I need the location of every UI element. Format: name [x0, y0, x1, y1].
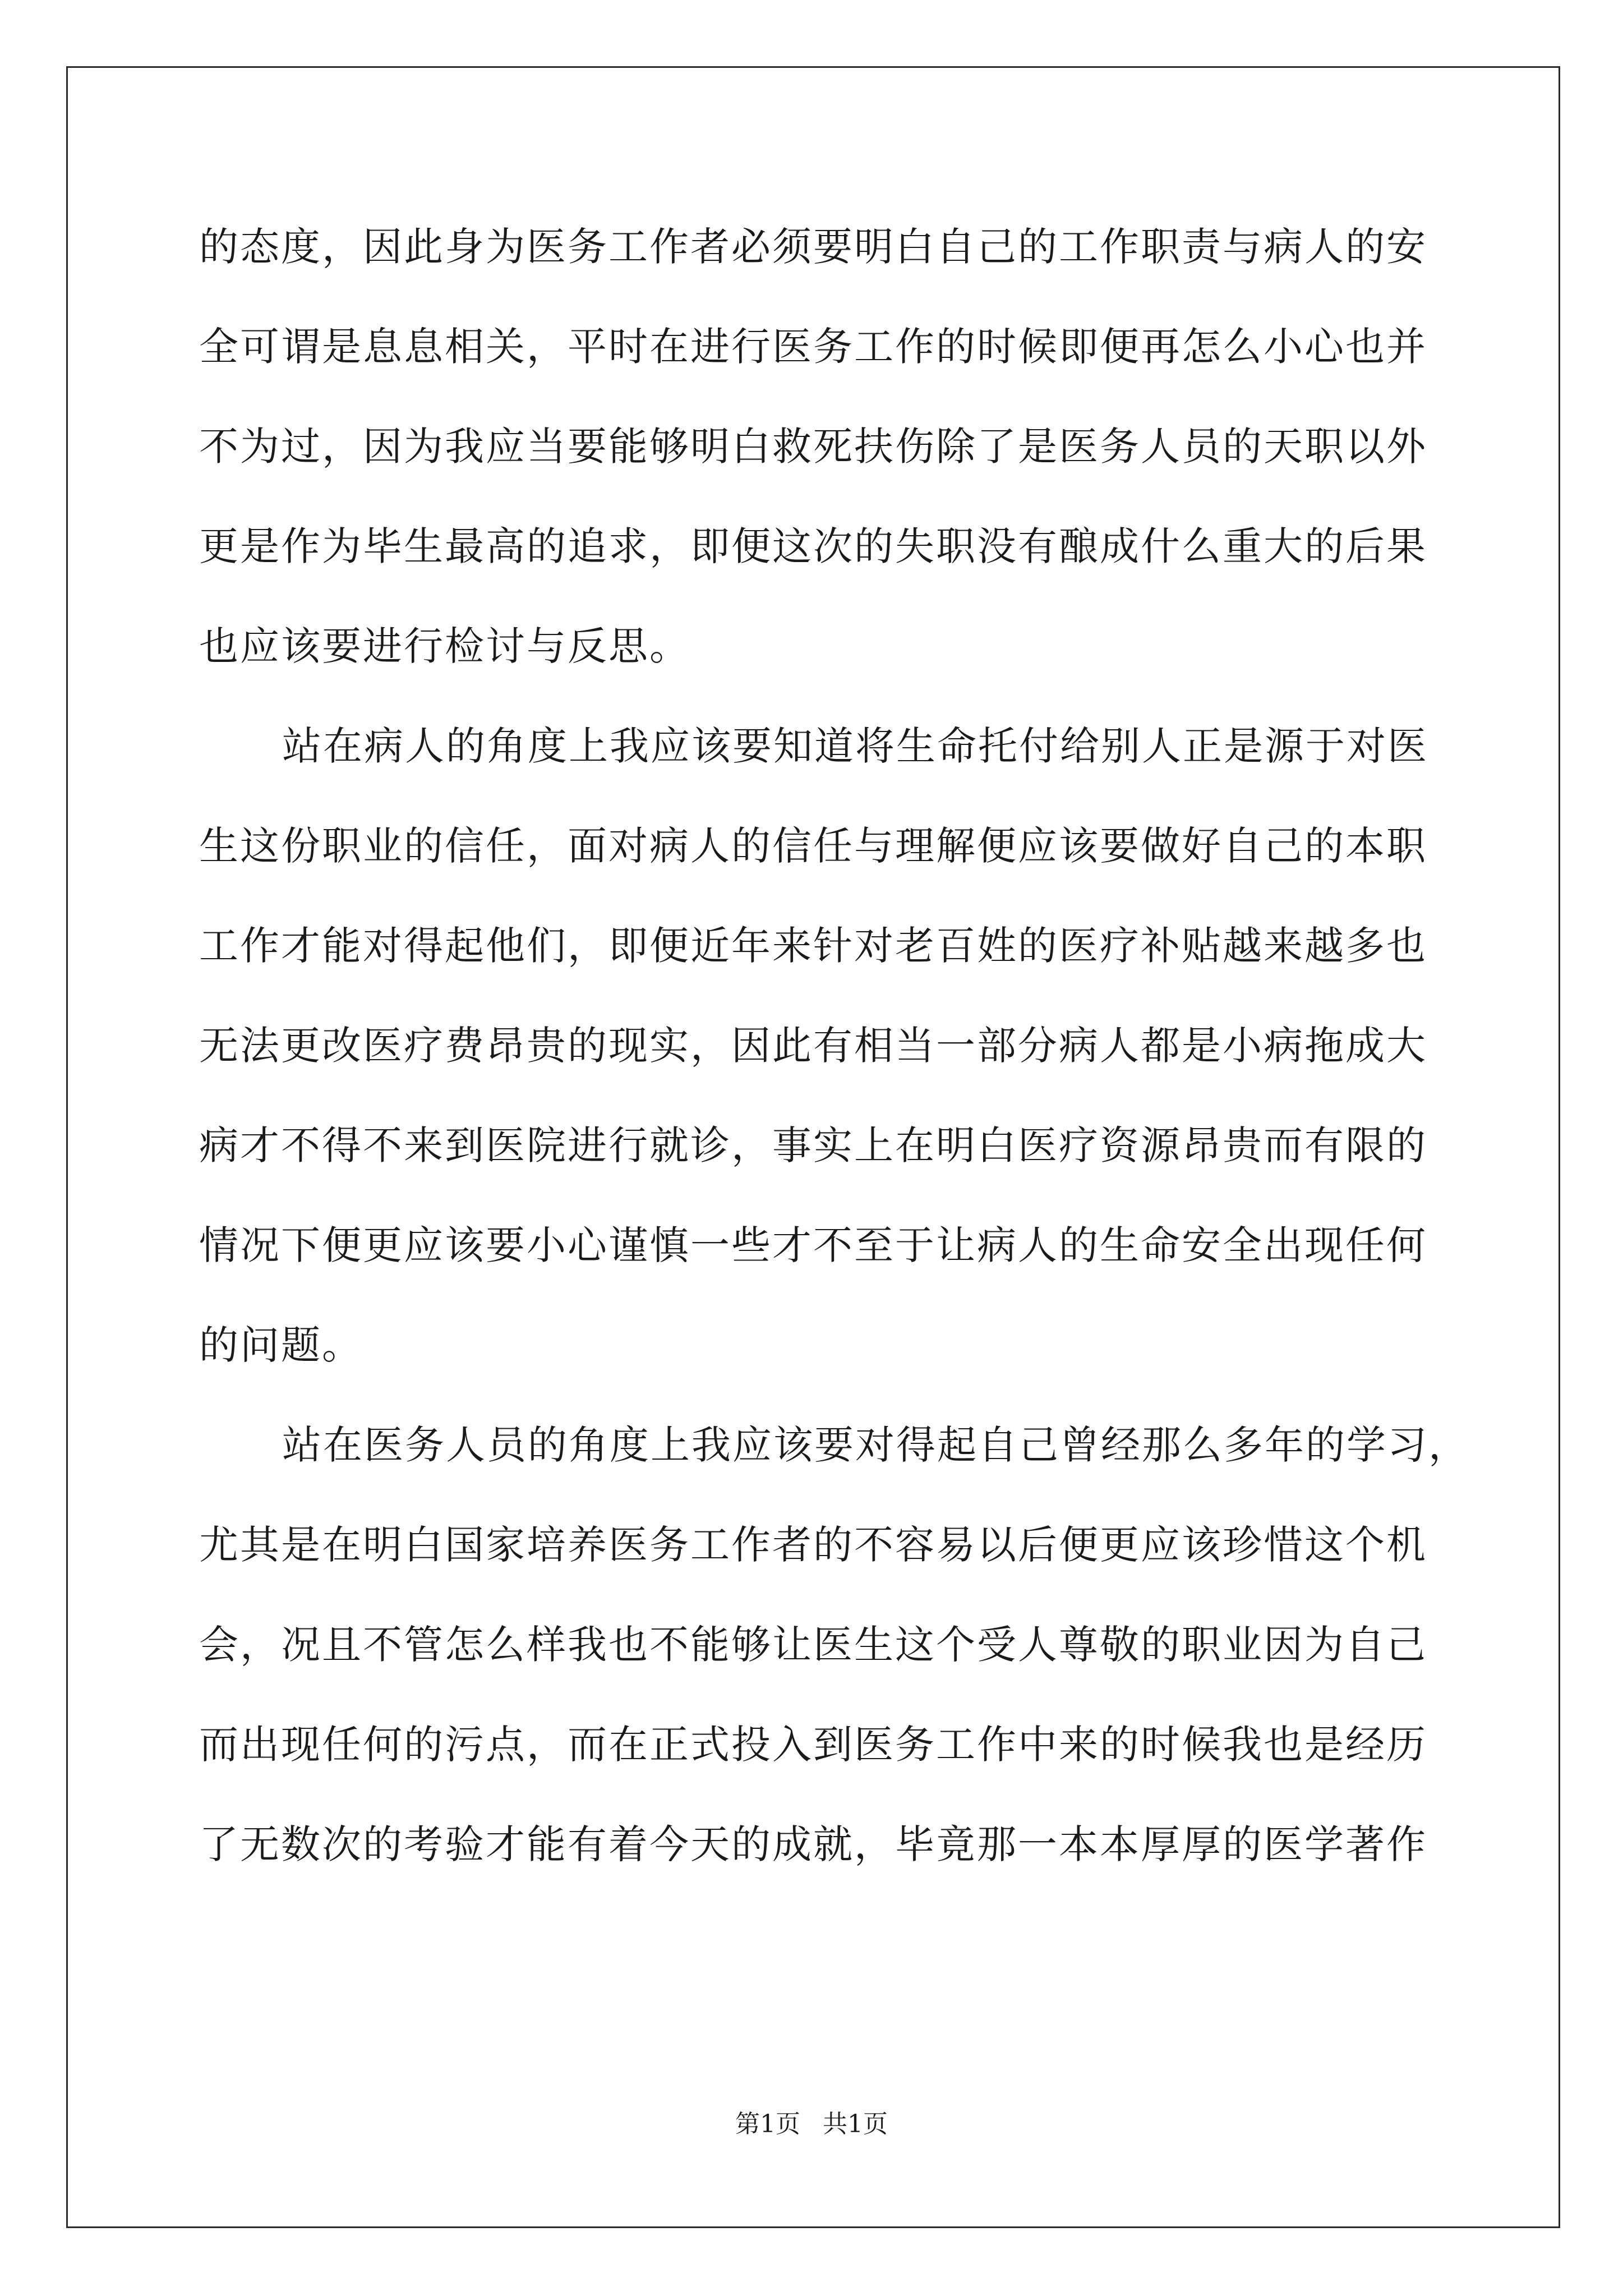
- paragraph-start-line: 站在病人的角度上我应该要知道将生命托付给别人正是源于对医: [282, 723, 1428, 769]
- page-number-current: 第1页: [735, 2110, 800, 2138]
- text-line: 不为过，因为我应当要能够明白救死扶伤除了是医务人员的天职以外: [199, 424, 1427, 470]
- text-line: 会，况且不管怎么样我也不能够让医生这个受人尊敬的职业因为自己: [199, 1622, 1427, 1668]
- text-line: 也应该要进行检讨与反思。: [199, 623, 690, 669]
- text-line: 尤其是在明白国家培养医务工作者的不容易以后便更应该珍惜这个机: [199, 1522, 1427, 1568]
- text-line: 的问题。: [199, 1322, 363, 1368]
- page-number-total: 共1页: [823, 2110, 888, 2138]
- text-line: 全可谓是息息相关，平时在进行医务工作的时候即便再怎么小心也并: [199, 324, 1427, 370]
- text-line: 工作才能对得起他们，即便近年来针对老百姓的医疗补贴越来越多也: [199, 923, 1427, 969]
- text-line: 病才不得不来到医院进行就诊，事实上在明白医疗资源昂贵而有限的: [199, 1122, 1427, 1168]
- text-line: 更是作为毕生最高的追求，即便这次的失职没有酿成什么重大的后果: [199, 523, 1427, 569]
- text-line: 无法更改医疗费昂贵的现实，因此有相当一部分病人都是小病拖成大: [199, 1023, 1427, 1069]
- paragraph-start-line: 站在医务人员的角度上我应该要对得起自己曾经那么多年的学习，: [282, 1422, 1469, 1468]
- text-line: 了无数次的考验才能有着今天的成就，毕竟那一本本厚厚的医学著作: [199, 1821, 1427, 1867]
- text-line: 生这份职业的信任，面对病人的信任与理解便应该要做好自己的本职: [199, 823, 1427, 869]
- text-line: 情况下便更应该要小心谨慎一些才不至于让病人的生命安全出现任何: [199, 1222, 1427, 1268]
- document-body: [199, 216, 1469, 1913]
- page-footer: [0, 2104, 1623, 2139]
- text-line: 的态度，因此身为医务工作者必须要明白自己的工作职责与病人的安: [199, 224, 1427, 270]
- text-line: 而出现任何的污点，而在正式投入到医务工作中来的时候我也是经历: [199, 1722, 1427, 1768]
